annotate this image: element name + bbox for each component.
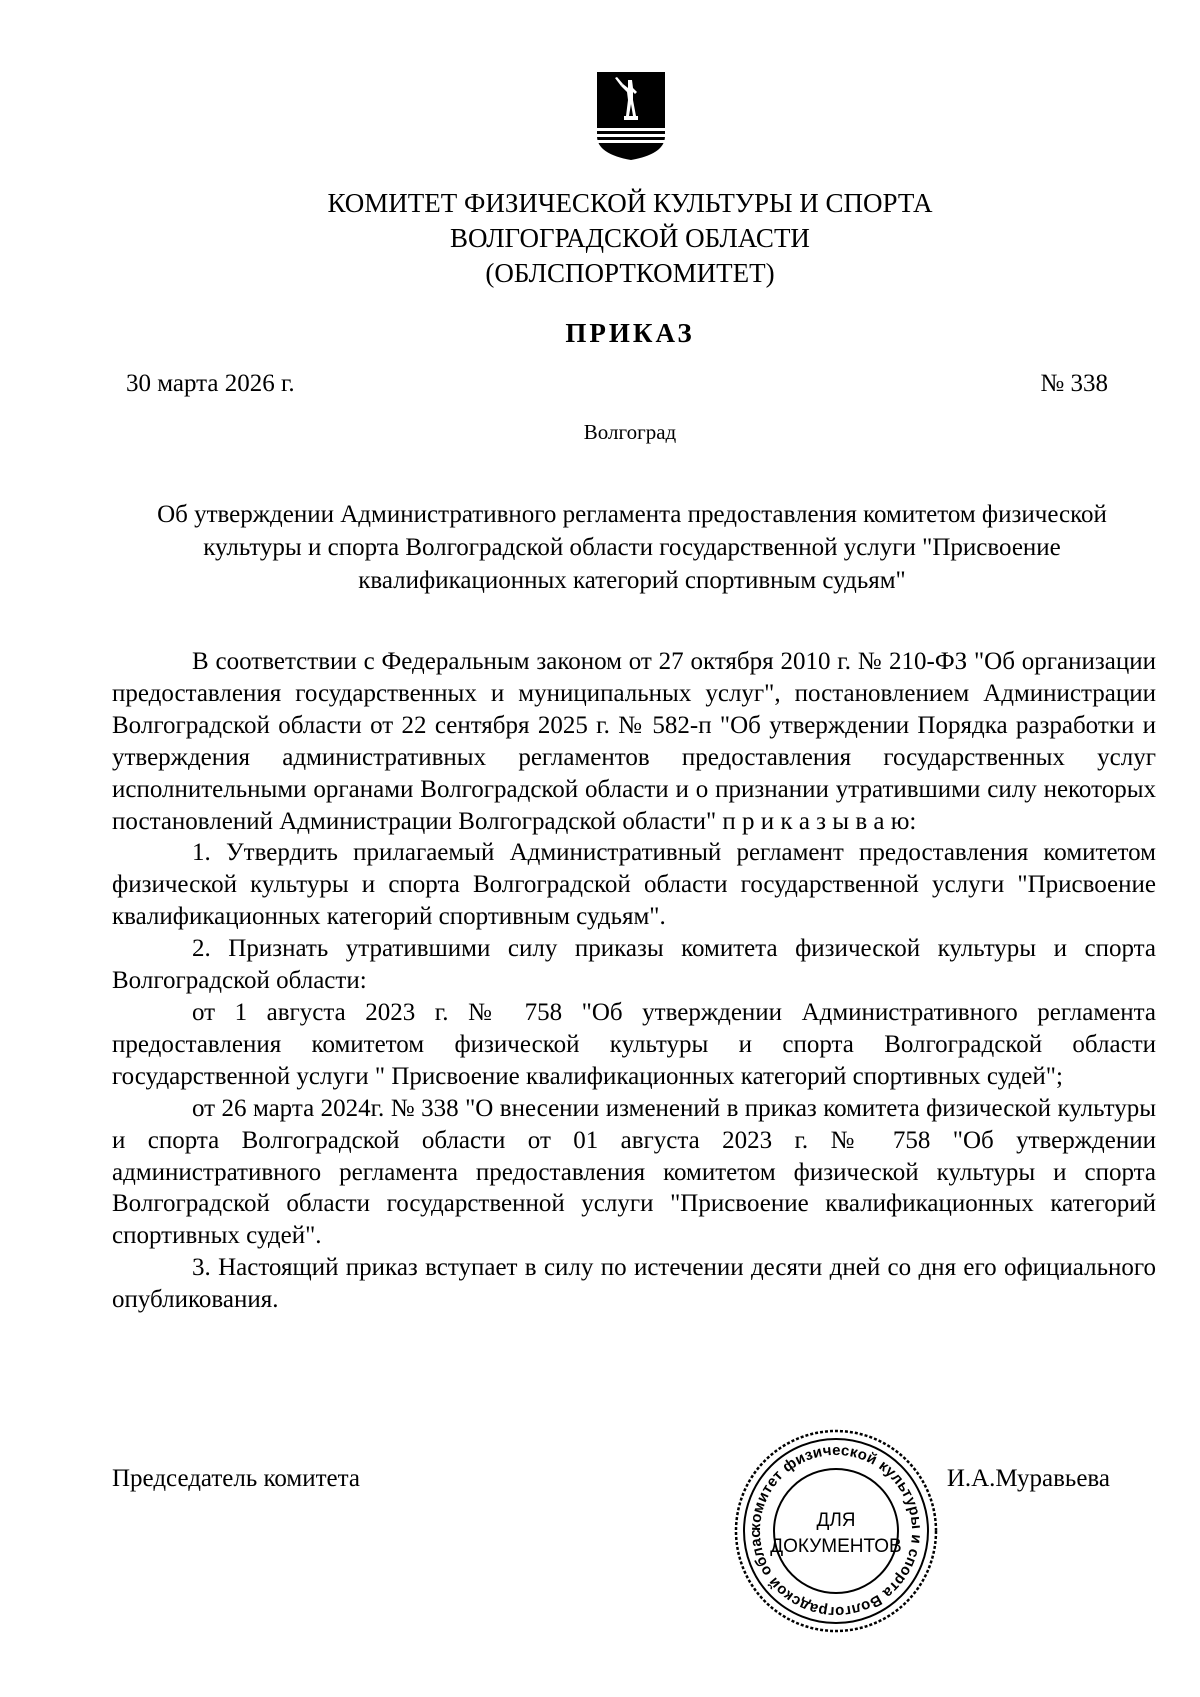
item-1-paragraph: 1. Утвердить прилагаемый Административный регламент предоставления комитетом физической культуры и спорта Волгоградской области государственной услуги "Присвоение квалификационных категорий спортивным судьям". xyxy=(112,839,1156,931)
item-2-paragraph: 2. Признать утратившими силу приказы комитета физической культуры и спорта Волгоградской области: xyxy=(112,935,1156,995)
official-stamp xyxy=(733,1428,939,1634)
item-2a-paragraph: от 1 августа 2023 г. № 758 "Об утверждении Административного регламента предоставления комитетом физической культуры и спорта Волгоградской области государственной услуги " Присвоение квалификационных категорий спортивных судей"; xyxy=(112,998,1156,1090)
preamble-paragraph: В соответствии с Федеральным законом от 27 октября 2010 г. № 210-ФЗ "Об организации предоставления государственных и муниципальных услуг", постановлением Администрации Волгоградской области от 22 сентября 2025 г. № 582-п "Об утверждении Порядка разработки и утверждения административных регламентов предоставления государственных услуг исполнительными органами Волгоградской области и о признании утратившими силу некоторых постановлений Администрации Волгоградской области" п р и к а з ы в а ю: xyxy=(112,648,1156,835)
org-name-line-1: КОМИТЕТ ФИЗИЧЕСКОЙ КУЛЬТУРЫ И СПОРТА xyxy=(327,188,933,218)
stamp-ring-text: комитет физической культуры и спорта Волгоградской облас xyxy=(746,1441,926,1621)
stamp-center-line-1: ДЛЯ xyxy=(816,1510,856,1531)
document-type-title: ПРИКАЗ xyxy=(565,318,695,348)
document-number: № 338 xyxy=(1040,370,1108,397)
signatory-title: Председатель комитета xyxy=(112,1465,360,1492)
item-3-paragraph: 3. Настоящий приказ вступает в силу по истечении десяти дней со дня его официального опубликования. xyxy=(112,1254,1156,1314)
item-2b-paragraph: от 26 марта 2024г. № 338 "О внесении изменений в приказ комитета физической культуры и спорта Волгоградской области от 01 августа 2023 г. № 758 "Об утверждении административного регламента предоставления комитетом физической культуры и спорта Волгоградской области государственной услуги "Присвоение квалификационных категорий спортивных судей". xyxy=(112,1094,1156,1250)
org-name-line-3: (ОБЛСПОРТКОМИТЕТ) xyxy=(485,258,775,288)
document-city: Волгоград xyxy=(583,420,677,444)
document-subject: Об утверждении Административного регламента предоставления комитетом физической культуры и спорта Волгоградской области государственной услуги "Присвоение квалификационных категорий спортивным судьям" xyxy=(157,501,1107,594)
coat-of-arms-emblem xyxy=(595,70,667,162)
signatory-name: И.А.Муравьева xyxy=(946,1465,1110,1492)
document-body xyxy=(112,646,1156,1316)
stamp-center-line-2: ДОКУМЕНТОВ xyxy=(770,1536,902,1557)
org-name-line-2: ВОЛГОГРАДСКОЙ ОБЛАСТИ xyxy=(450,223,810,253)
document-date: 30 марта 2026 г. xyxy=(126,370,295,397)
